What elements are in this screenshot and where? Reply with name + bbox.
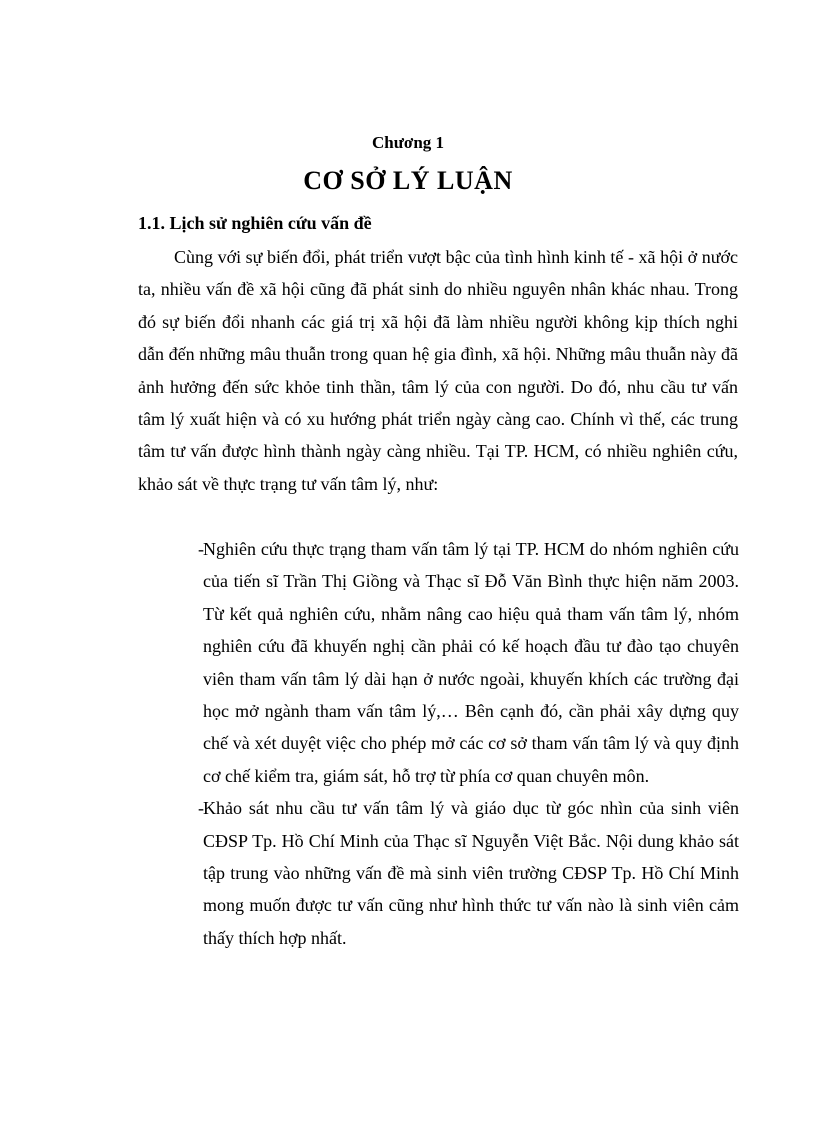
list-item-text: Nghiên cứu thực trạng tham vấn tâm lý tại TP. HCM do nhóm nghiên cứu của tiến sĩ Trần Thị Giồng và Thạc sĩ Đỗ Văn Bình thực hiện năm 2003. Từ kết quả nghiên cứu, nhằm nâng cao hiệu quả tham vấn tâm lý, nhóm nghiên cứu đã khuyến nghị cần phải có kế hoạch đầu tư đào tạo chuyên viên tham vấn tâm lý dài hạn ở nước ngoài, khuyến khích các trường đại học mở ngành tham vấn tâm lý,… Bên cạnh đó, cần phải xây dựng quy chế và xét duyệt việc cho phép mở các cơ sở tham vấn tâm lý và quy định cơ chế kiểm tra, giám sát, hỗ trợ từ phía cơ quan chuyên môn. bbox=[203, 539, 739, 786]
list-item bbox=[192, 792, 739, 954]
intro-paragraph: Cùng với sự biến đổi, phát triển vượt bậc của tình hình kinh tế - xã hội ở nước ta, nhiều vấn đề xã hội cũng đã phát sinh do nhiều nguyên nhân khác nhau. Trong đó sự biến đổi nhanh các giá trị xã hội đã làm nhiều người không kịp thích nghi dẫn đến những mâu thuẫn trong quan hệ gia đình, xã hội. Những mâu thuẫn này đã ảnh hưởng đến sức khỏe tinh thần, tâm lý của con người. Do đó, nhu cầu tư vấn tâm lý xuất hiện và có xu hướng phát triển ngày càng cao. Chính vì thế, các trung tâm tư vấn được hình thành ngày càng nhiều. Tại TP. HCM, có nhiều nghiên cứu, khảo sát về thực trạng tư vấn tâm lý, như: bbox=[138, 247, 738, 494]
research-list bbox=[192, 533, 739, 954]
list-item-text: Khảo sát nhu cầu tư vấn tâm lý và giáo dục từ góc nhìn của sinh viên CĐSP Tp. Hồ Chí Minh của Thạc sĩ Nguyễn Việt Bắc. Nội dung khảo sát tập trung vào những vấn đề mà sinh viên trường CĐSP Tp. Hồ Chí Minh mong muốn được tư vấn cũng như hình thức tư vấn nào là sinh viên cảm thấy thích hợp nhất. bbox=[203, 798, 739, 948]
bullet-dash: - bbox=[198, 798, 204, 819]
chapter-label: Chương 1 bbox=[371, 133, 445, 152]
chapter-title: CƠ SỞ LÝ LUẬN bbox=[303, 166, 513, 195]
bullet-dash: - bbox=[198, 539, 204, 559]
list-item bbox=[192, 533, 739, 792]
section-heading: 1.1. Lịch sử nghiên cứu vấn đề bbox=[138, 213, 372, 233]
